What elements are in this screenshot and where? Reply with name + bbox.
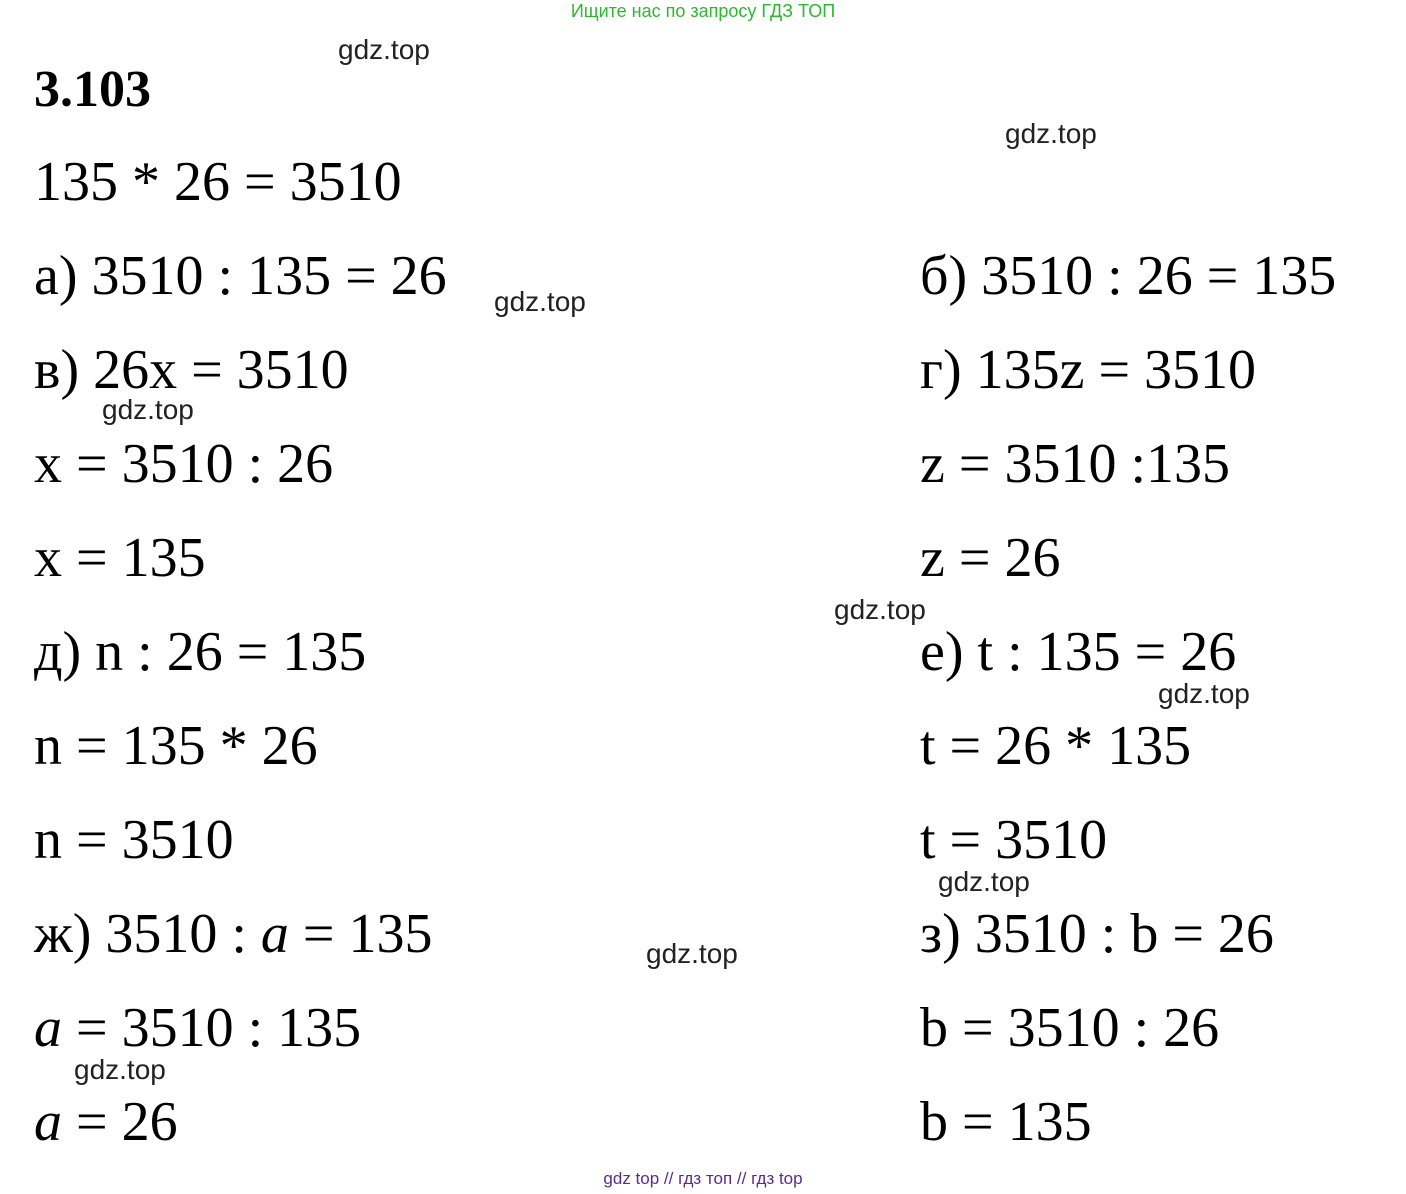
item-v-step: x = 3510 : 26 xyxy=(34,433,334,495)
watermark: gdz.top xyxy=(102,394,194,425)
item-d-step: n = 135 * 26 xyxy=(34,715,318,777)
item-g-equation: г) 135z = 3510 xyxy=(920,339,1257,401)
watermark: gdz.top xyxy=(338,34,430,65)
variable-a: a xyxy=(260,903,289,965)
watermark: gdz.top xyxy=(74,1054,166,1085)
item-zh-step-suffix: = 3510 : 135 xyxy=(62,997,362,1059)
item-a: а) 3510 : 135 = 26 xyxy=(34,245,447,307)
item-e-step: t = 26 * 135 xyxy=(920,715,1192,777)
footer-links: gdz top // гдз топ // гдз top xyxy=(603,1169,803,1188)
watermark: gdz.top xyxy=(494,286,586,317)
item-e-equation: е) t : 135 = 26 xyxy=(920,621,1237,683)
watermark: gdz.top xyxy=(938,866,1030,897)
item-z-answer: b = 135 xyxy=(920,1091,1092,1153)
exercise-number: 3.103 xyxy=(34,61,151,118)
item-g-step: z = 3510 :135 xyxy=(920,433,1230,495)
item-d-equation: д) n : 26 = 135 xyxy=(34,621,367,683)
item-zh-step xyxy=(34,996,361,1060)
item-z-equation: з) 3510 : b = 26 xyxy=(920,903,1274,965)
item-zh-equation xyxy=(34,902,433,966)
watermark: gdz.top xyxy=(646,938,738,969)
item-b: б) 3510 : 26 = 135 xyxy=(920,245,1337,307)
item-v-answer: x = 135 xyxy=(34,527,206,589)
main-equation: 135 * 26 = 3510 xyxy=(34,151,402,213)
watermark: gdz.top xyxy=(1005,118,1097,149)
item-zh-suffix: = 135 xyxy=(288,903,433,965)
item-d-answer: n = 3510 xyxy=(34,809,234,871)
item-e-answer: t = 3510 xyxy=(920,809,1108,871)
item-v-equation: в) 26x = 3510 xyxy=(34,339,349,401)
item-g-answer: z = 26 xyxy=(920,527,1061,589)
item-z-step: b = 3510 : 26 xyxy=(920,997,1220,1059)
variable-a: a xyxy=(34,1091,62,1153)
item-zh-answer xyxy=(34,1090,178,1154)
top-banner: Ищите нас по запросу ГДЗ ТОП xyxy=(570,1,836,21)
watermark: gdz.top xyxy=(834,594,926,625)
item-zh-answer-suffix: = 26 xyxy=(62,1091,178,1153)
watermark: gdz.top xyxy=(1158,678,1250,709)
item-zh-prefix: ж) 3510 : xyxy=(34,903,261,965)
variable-a: a xyxy=(34,997,62,1059)
